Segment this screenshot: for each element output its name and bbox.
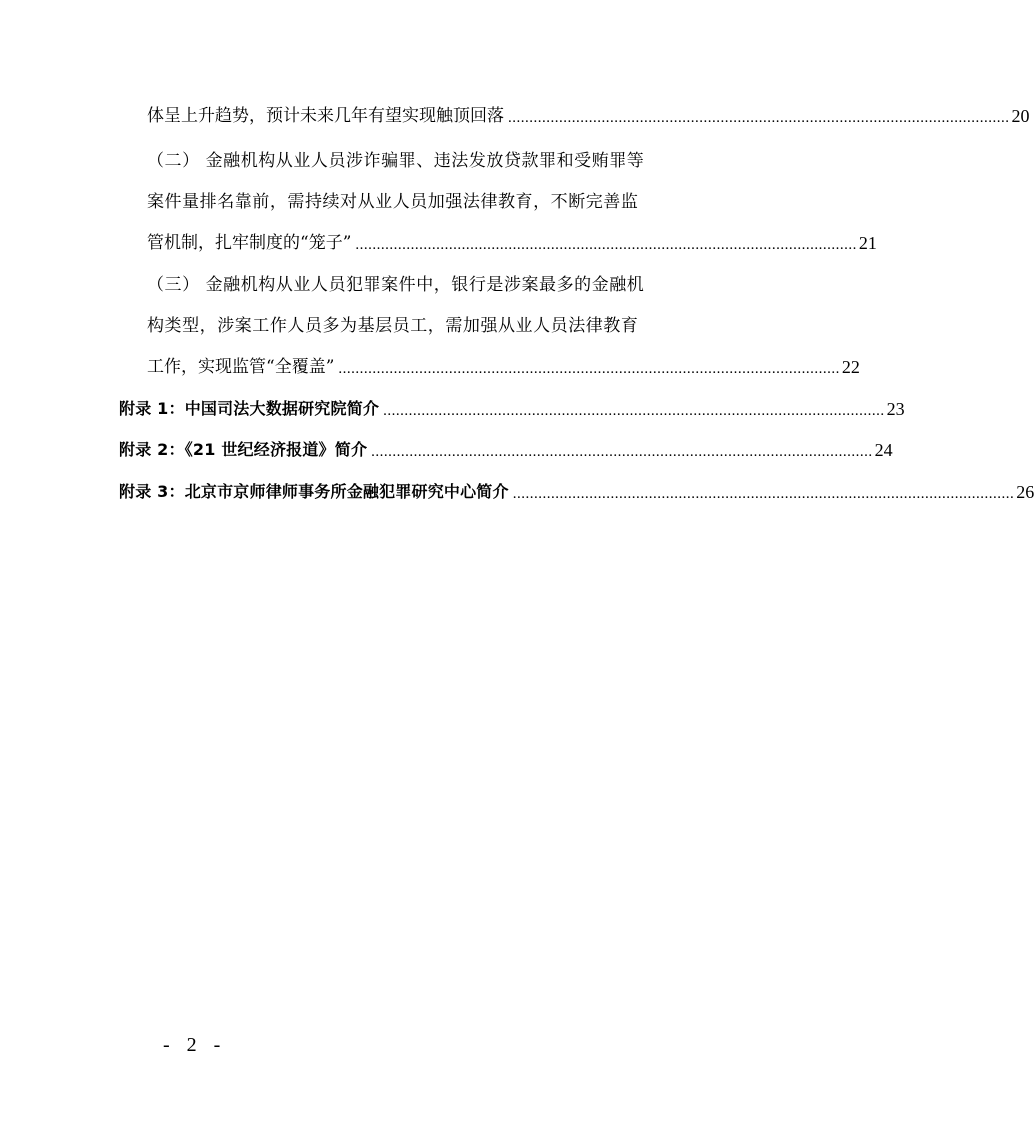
toc-entry-section-one-tail[interactable] <box>147 104 1030 128</box>
toc-page-number: 22 <box>841 357 860 377</box>
toc-entry-text: 体呈上升趋势，预计未来几年有望实现触顶回落 <box>147 106 504 126</box>
toc-entry-section-two-line2[interactable]: 案件量排名靠前，需持续对从业人员加强法律教育，不断完善监 <box>147 192 639 212</box>
toc-entry-section-two[interactable] <box>147 231 877 255</box>
toc-entry-text: 附录 1：中国司法大数据研究院简介 <box>119 399 380 418</box>
dot-leader: ...................................................................................................................... <box>371 444 873 460</box>
toc-entry-appendix-2[interactable] <box>119 438 893 462</box>
toc-page-number: 24 <box>874 440 893 460</box>
toc-entry-text: 工作，实现监管“全覆盖” <box>147 357 335 377</box>
dot-leader: ...................................................................................................................... <box>383 403 885 419</box>
footer-page-number: - 2 - <box>163 1034 227 1056</box>
toc-entry-section-two-line1[interactable]: （二） 金融机构从业人员涉诈骗罪、违法发放贷款罪和受贿罪等 <box>147 151 645 171</box>
toc-entry-appendix-1[interactable] <box>119 397 905 421</box>
toc-entry-section-three[interactable] <box>147 355 860 379</box>
toc-entry-section-three-line2[interactable]: 构类型，涉案工作人员多为基层员工，需加强从业人员法律教育 <box>147 316 639 336</box>
dot-leader: ...................................................................................................................... <box>338 361 840 377</box>
toc-page-number: 26 <box>1016 482 1034 502</box>
toc-entry-text: 管机制，扎牢制度的“笼子” <box>147 233 352 253</box>
dot-leader: ...................................................................................................................... <box>355 237 857 253</box>
toc-entry-appendix-3[interactable] <box>119 480 1034 504</box>
toc-page-number: 21 <box>858 233 877 253</box>
toc-entry-section-three-line1[interactable]: （三） 金融机构从业人员犯罪案件中，银行是涉案最多的金融机 <box>147 275 645 295</box>
toc-entry-text: 附录 2：《21 世纪经济报道》简介 <box>119 440 368 459</box>
toc-entry-text: 附录 3：北京市京师律师事务所金融犯罪研究中心简介 <box>119 482 509 501</box>
dot-leader: ...................................................................................................................... <box>512 486 1015 502</box>
toc-page-number: 20 <box>1011 106 1030 126</box>
toc-page-number: 23 <box>886 399 905 419</box>
dot-leader: ...................................................................................................................... <box>508 110 1010 126</box>
